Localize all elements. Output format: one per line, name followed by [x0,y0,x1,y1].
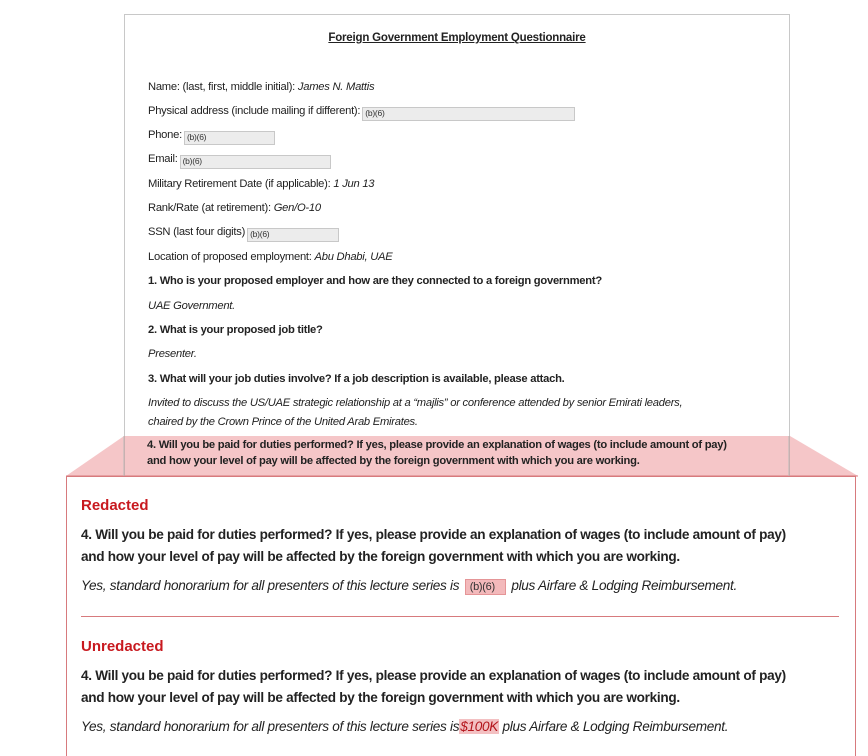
ssn-redaction: (b)(6) [247,228,339,242]
unredacted-answer-suffix: plus Airfare & Lodging Reimbursement. [502,719,729,734]
email-redaction: (b)(6) [180,155,331,169]
answer-1: UAE Government. [148,300,236,312]
address-redaction: (b)(6) [362,107,575,121]
unredacted-question-line-1: 4. Will you be paid for duties performed? If yes, please provide an explanation of wages (to include amount of pay) [81,668,786,683]
address-label: Physical address (include mailing if different): [148,105,361,117]
redacted-amount: (b)(6) [465,579,506,595]
highlighted-question-4-line-1: 4. Will you be paid for duties performed? If yes, please provide an explanation of wages (to include amount of pay) [147,439,727,451]
phone-redaction: (b)(6) [184,131,275,145]
redacted-question [81,524,786,568]
email-label: Email: [148,153,178,165]
question-1: 1. Who is your proposed employer and how are they connected to a foreign government? [148,275,602,287]
name-label: Name: (last, first, middle initial): [148,81,296,93]
redacted-answer-suffix: plus Airfare & Lodging Reimbursement. [511,578,737,593]
redacted-answer-text: Yes, standard honorarium for all presenters of this lecture series is [81,578,460,593]
unredacted-question-line-2: and how your level of pay will be affected by the foreign government with which you are working. [81,690,680,705]
unredacted-question [81,665,786,709]
redacted-title: Redacted [81,497,149,514]
unredacted-title: Unredacted [81,638,164,655]
redacted-answer [81,578,737,595]
comparison-panel [66,476,856,756]
phone-label: Phone: [148,129,182,141]
answer-3-line-1: Invited to discuss the US/UAE strategic relationship at a “majlis” or conference attended by senior Emirati leaders, [148,397,683,409]
rank-value: Gen/O-10 [273,202,321,214]
name-value: James N. Mattis [297,81,375,93]
unredacted-amount: $100K [460,719,499,734]
unredacted-answer [81,719,728,734]
question-2: 2. What is your proposed job title? [148,324,323,336]
highlighted-question-4-line-2: and how your level of pay will be affected by the foreign government with which you are working. [147,455,640,467]
question-3: 3. What will your job duties involve? If a job description is available, please attach. [148,373,565,385]
location-label: Location of proposed employment: [148,251,312,263]
section-divider [81,616,839,617]
document-title: Foreign Government Employment Questionnaire [328,32,586,44]
retirement-label: Military Retirement Date (if applicable): [148,178,331,190]
ssn-label: SSN (last four digits) [148,226,246,238]
location-value: Abu Dhabi, UAE [314,251,393,263]
answer-3-line-2: chaired by the Crown Prince of the United Arab Emirates. [148,416,418,428]
highlighted-question-4 [147,437,727,469]
answer-2: Presenter. [148,348,197,360]
rank-label: Rank/Rate (at retirement): [148,202,271,214]
redacted-question-line-2: and how your level of pay will be affected by the foreign government with which you are working. [81,549,680,564]
retirement-value: 1 Jun 13 [333,178,375,190]
redacted-question-line-1: 4. Will you be paid for duties performed? If yes, please provide an explanation of wages (to include amount of pay) [81,527,786,542]
unredacted-answer-text: Yes, standard honorarium for all presenters of this lecture series is [81,719,460,734]
